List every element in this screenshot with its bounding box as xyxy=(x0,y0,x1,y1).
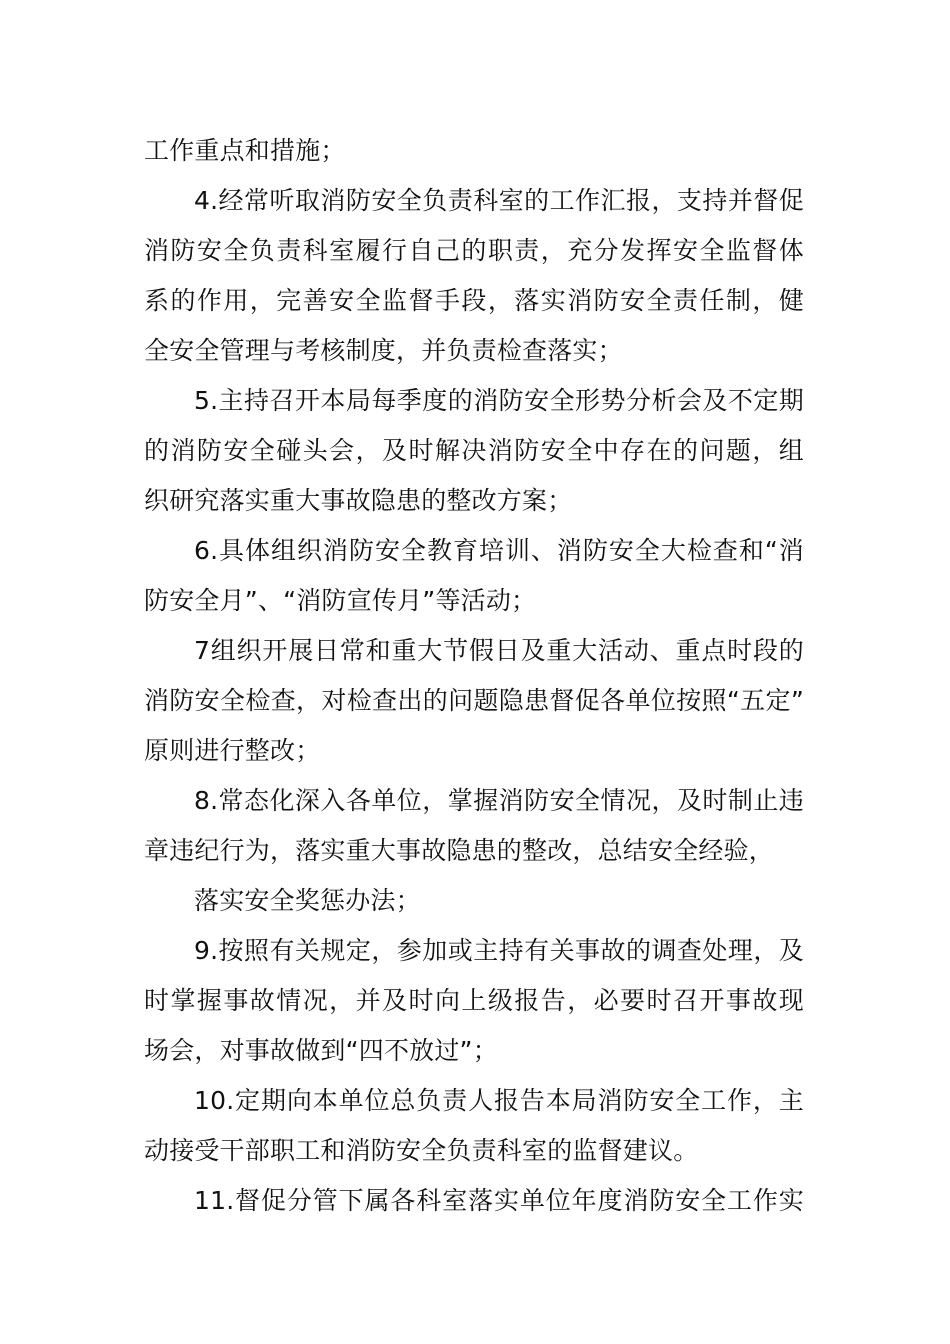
text-line: 10.定期向本单位总负责人报告本局消防安全工作，主 xyxy=(194,1086,804,1115)
text-line: 5.主持召开本局每季度的消防安全形势分析会及不定期 xyxy=(194,386,804,415)
text-line: 动接受干部职工和消防安全负责科室的监督建议。 xyxy=(144,1136,699,1165)
text-line: 的消防安全碰头会，及时解决消防安全中存在的问题，组 xyxy=(144,436,804,465)
text-line: 消防安全检查，对检查出的问题隐患督促各单位按照“五定” xyxy=(144,686,804,715)
text-line: 全安全管理与考核制度，并负责检查落实； xyxy=(144,336,623,365)
text-line: 工作重点和措施； xyxy=(144,136,346,165)
text-line: 时掌握事故情况，并及时向上级报告，必要时召开事故现 xyxy=(144,986,804,1015)
text-line: 7组织开展日常和重大节假日及重大活动、重点时段的 xyxy=(194,636,804,665)
text-line: 11.督促分管下属各科室落实单位年度消防安全工作实 xyxy=(194,1186,804,1215)
text-line: 章违纪行为，落实重大事故隐患的整改，总结安全经验， xyxy=(144,836,775,865)
text-line: 落实安全奖惩办法； xyxy=(194,886,421,915)
text-line: 系的作用，完善安全监督手段，落实消防安全责任制，健 xyxy=(144,286,804,315)
text-line: 4.经常听取消防安全负责科室的工作汇报，支持并督促 xyxy=(194,186,804,215)
text-line: 9.按照有关规定，参加或主持有关事故的调查处理，及 xyxy=(194,936,804,965)
text-line: 织研究落实重大事故隐患的整改方案； xyxy=(144,486,573,515)
text-line: 原则进行整改； xyxy=(144,736,321,765)
text-line: 消防安全负责科室履行自己的职责，充分发挥安全监督体 xyxy=(144,236,804,265)
text-line: 6.具体组织消防安全教育培训、消防安全大检查和“消 xyxy=(194,536,804,565)
text-line: 8.常态化深入各单位，掌握消防安全情况，及时制止违 xyxy=(194,786,804,815)
text-line: 场会，对事故做到“四不放过”； xyxy=(144,1036,498,1065)
text-line: 防安全月”、“消防宣传月”等活动； xyxy=(144,586,537,615)
